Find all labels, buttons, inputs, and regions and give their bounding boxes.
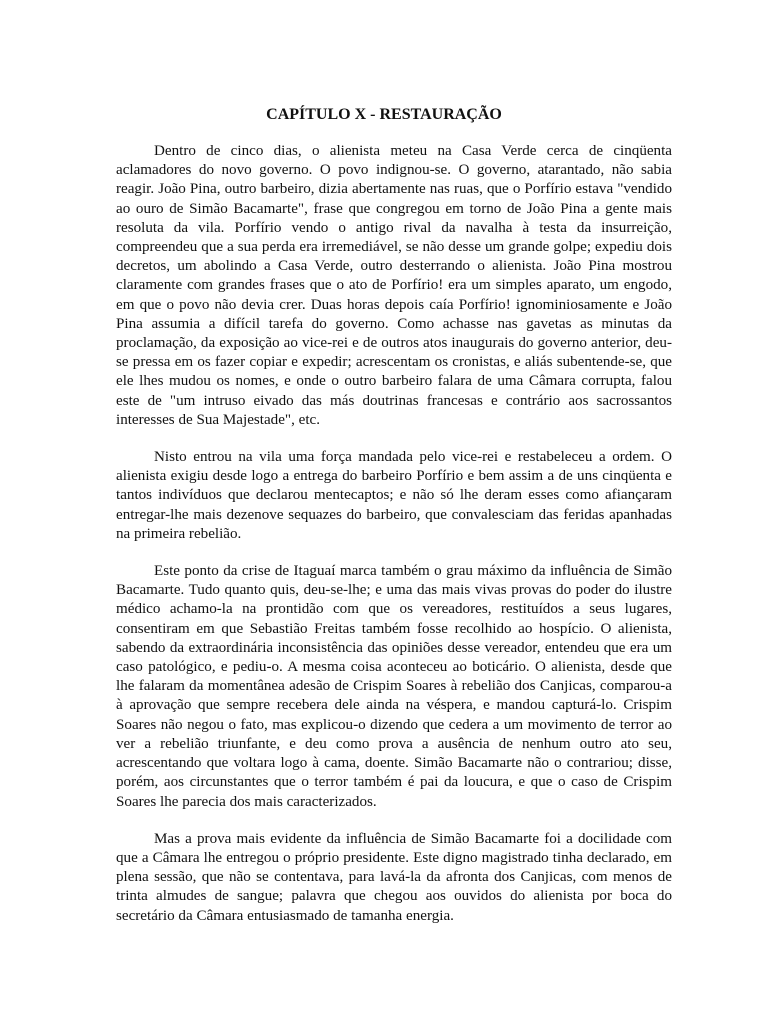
chapter-title: CAPÍTULO X - RESTAURAÇÃO [266, 106, 502, 123]
paragraph-3: Este ponto da crise de Itaguaí marca também o grau máximo da influência de Simão Bacamarte. Tudo quanto quis, deu-se-lhe; e uma das mais vivas provas do poder do ilustre médico achamo-la na prontidão com que os vereadores, restituídos a seus lugares, consentiram em que Sebastião Freitas também fosse recolhido ao hospício. O alienista, sabendo da extraordinária inconsistência das opiniões desse vereador, entendeu que era um caso patológico, e pediu-o. A mesma coisa aconteceu ao boticário. O alienista, desde que lhe falaram da momentânea adesão de Crispim Soares à rebelião dos Canjicas, comparou-a à aprovação que sempre recebera dele ainda na véspera, e mandou capturá-lo. Crispim Soares não negou o fato, mas explicou-o dizendo que cedera a um movimento de terror ao ver a rebelião triunfante, e deu como prova a ausência de nenhum outro ato seu, acrescentando que voltara logo à cama, doente. Simão Bacamarte não o contrariou; disse, porém, aos circunstantes que o terror também é pai da loucura, e que o caso de Crispim Soares lhe parecia dos mais caracterizados. [116, 563, 672, 810]
paragraph-4: Mas a prova mais evidente da influência de Simão Bacamarte foi a docilidade com que a Câmara lhe entregou o próprio presidente. Este digno magistrado tinha declarado, em plena sessão, que não se contentava, para lavá-la da afronta dos Canjicas, com menos de trinta almudes de sangue; palavra que chegou aos ouvidos do alienista por boca do secretário da Câmara entusiasmado de tamanha energia. [116, 830, 672, 924]
chapter-body [116, 142, 672, 944]
paragraph-2: Nisto entrou na vila uma força mandada pelo vice-rei e restabeleceu a ordem. O alienista exigiu desde logo a entrega do barbeiro Porfírio e bem assim a de uns cinqüenta e tantos indivíduos que declarou mentecaptos; e não só lhe deram esses como afiançaram entregar-lhe mais dezenove sequazes do barbeiro, que convalesciam das feridas apanhadas na primeira rebelião. [116, 449, 672, 542]
paragraph-1: Dentro de cinco dias, o alienista meteu na Casa Verde cerca de cinqüenta aclamadores do novo governo. O povo indignou-se. O governo, atarantado, não sabia reagir. João Pina, outro barbeiro, dizia abertamente nas ruas, que o Porfírio estava "vendido ao ouro de Simão Bacamarte", frase que congregou em torno de João Pina a gente mais resoluta da vila. Porfírio vendo o antigo rival da navalha à testa da insurreição, compreendeu que a sua perda era irremediável, se não desse um grande golpe; expediu dois decretos, um abolindo a Casa Verde, outro desterrando o alienista. João Pina mostrou claramente com grandes frases que o ato de Porfírio! era um simples aparato, um engodo, em que o povo não devia crer. Duas horas depois caía Porfírio! ignominiosamente e João Pina assumia a difícil tarefa do governo. Como achasse nas gavetas as minutas da proclamação, da exposição ao vice-rei e de outros atos inaugurais do governo anterior, deu-se pressa em os fazer copiar e expedir; acrescentam os cronistas, e aliás subentende-se, que ele lhes mudou os nomes, e onde o outro barbeiro falara de uma Câmara corrupta, falou este de "um intruso eivado das más doutrinas francesas e contrário aos sacrossantos interesses de Sua Majestade", etc. [116, 143, 672, 428]
